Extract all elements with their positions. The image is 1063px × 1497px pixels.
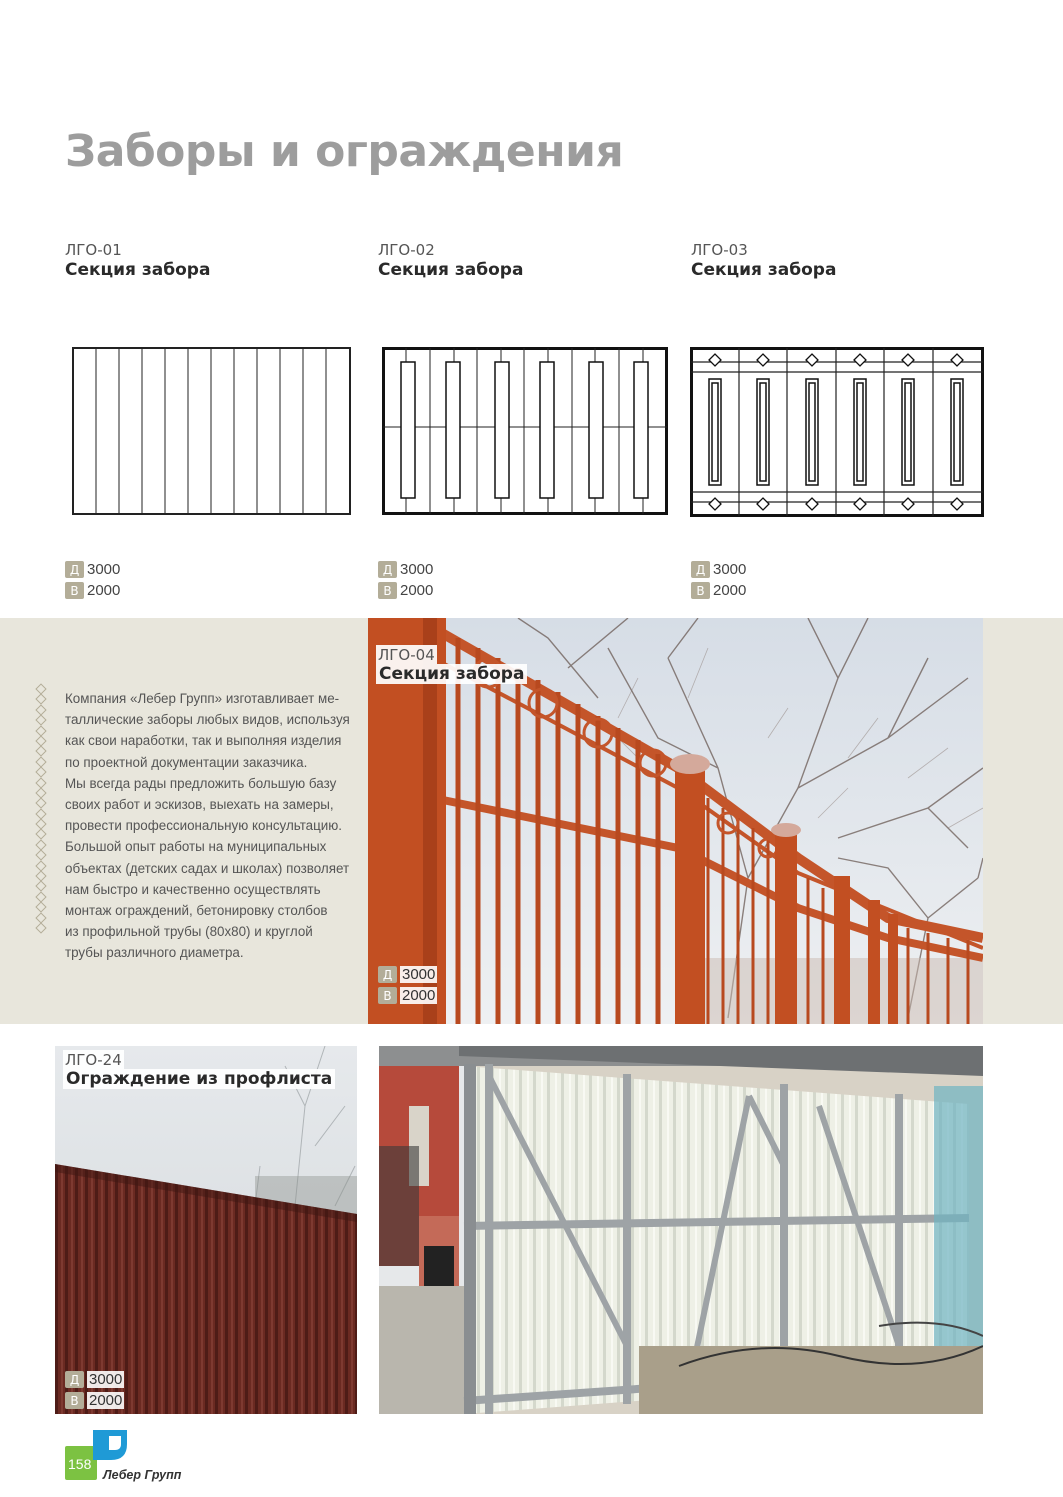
product-name: Секция забора xyxy=(379,664,525,684)
photo-label-name xyxy=(376,664,527,684)
product-name: Ограждение из профлиста xyxy=(66,1069,333,1089)
length-badge: Д xyxy=(65,561,84,578)
height-badge: В xyxy=(378,582,397,599)
product-code: ЛГО-24 xyxy=(65,1051,122,1069)
length-badge: Д xyxy=(378,561,397,578)
photo-label-code xyxy=(63,1050,124,1069)
description-line: монтаж ограждений, бетонировку столбов xyxy=(65,903,328,919)
height-badge: В xyxy=(378,987,397,1004)
dimension-height xyxy=(378,581,433,600)
description-line: Мы всегда рады предложить большую базу xyxy=(65,775,337,791)
height-value: 2000 xyxy=(87,582,121,599)
page-number: 158 xyxy=(68,1456,92,1472)
dimension-length xyxy=(378,965,437,984)
description-line: трубы различного диаметра. xyxy=(65,945,244,961)
company-description xyxy=(65,688,360,964)
height-value: 2000 xyxy=(713,582,747,599)
photo-label-code xyxy=(376,645,437,664)
dimension-length xyxy=(65,1370,124,1389)
height-value: 2000 xyxy=(402,987,436,1004)
product-code: ЛГО-03 xyxy=(691,241,748,259)
description-line: нам быстро и качественно осуществлять xyxy=(65,881,321,897)
height-badge: В xyxy=(65,1392,84,1409)
product-name: Секция забора xyxy=(691,260,837,280)
description-line: из профильной трубы (80х80) и круглой xyxy=(65,924,313,940)
diamond-pattern-decoration xyxy=(35,683,47,934)
height-badge: В xyxy=(691,582,710,599)
dimension-height xyxy=(65,1391,124,1410)
brand-name: Лебер Групп xyxy=(103,1468,182,1482)
length-badge: Д xyxy=(378,966,397,983)
length-badge: Д xyxy=(691,561,710,578)
photo-lgo-24 xyxy=(55,1046,357,1414)
description-line: таллические заборы любых видов, используя xyxy=(65,712,350,728)
fence-drawing-lgo-01 xyxy=(72,347,351,515)
product-name: Секция забора xyxy=(378,260,524,280)
dimension-height xyxy=(691,581,746,600)
page-title: Заборы и ограждения xyxy=(65,126,624,177)
fence-drawing-lgo-03 xyxy=(690,347,984,517)
dimension-height xyxy=(378,986,437,1005)
height-badge: В xyxy=(65,582,84,599)
description-line: как свои наработки, так и выполняя изделия xyxy=(65,733,342,749)
photo-sliding-gate xyxy=(379,1046,983,1414)
dimension-length xyxy=(691,560,746,579)
description-line: своих работ и эскизов, выехать на замеры, xyxy=(65,797,334,813)
photo-label-name xyxy=(63,1069,335,1089)
description-line: Большой опыт работы на муниципальных xyxy=(65,839,327,855)
description-line: провести профессиональную консультацию. xyxy=(65,818,343,834)
length-value: 3000 xyxy=(402,966,436,983)
fence-drawing-lgo-02 xyxy=(382,347,668,515)
product-code: ЛГО-01 xyxy=(65,241,122,259)
length-value: 3000 xyxy=(89,1371,123,1388)
length-value: 3000 xyxy=(400,561,434,578)
dimension-length xyxy=(65,560,120,579)
product-name: Секция забора xyxy=(65,260,211,280)
product-code: ЛГО-02 xyxy=(378,241,435,259)
length-badge: Д xyxy=(65,1371,84,1388)
description-line: по проектной документации заказчика. xyxy=(65,754,308,770)
height-value: 2000 xyxy=(400,582,434,599)
length-value: 3000 xyxy=(713,561,747,578)
length-value: 3000 xyxy=(87,561,121,578)
dimension-length xyxy=(378,560,433,579)
dimension-height xyxy=(65,581,120,600)
description-line: объектах (детских садах и школах) позволяет xyxy=(65,860,350,876)
height-value: 2000 xyxy=(89,1392,123,1409)
product-code: ЛГО-04 xyxy=(378,646,435,664)
description-line: Компания «Лебер Групп» изготавливает ме- xyxy=(65,691,340,706)
